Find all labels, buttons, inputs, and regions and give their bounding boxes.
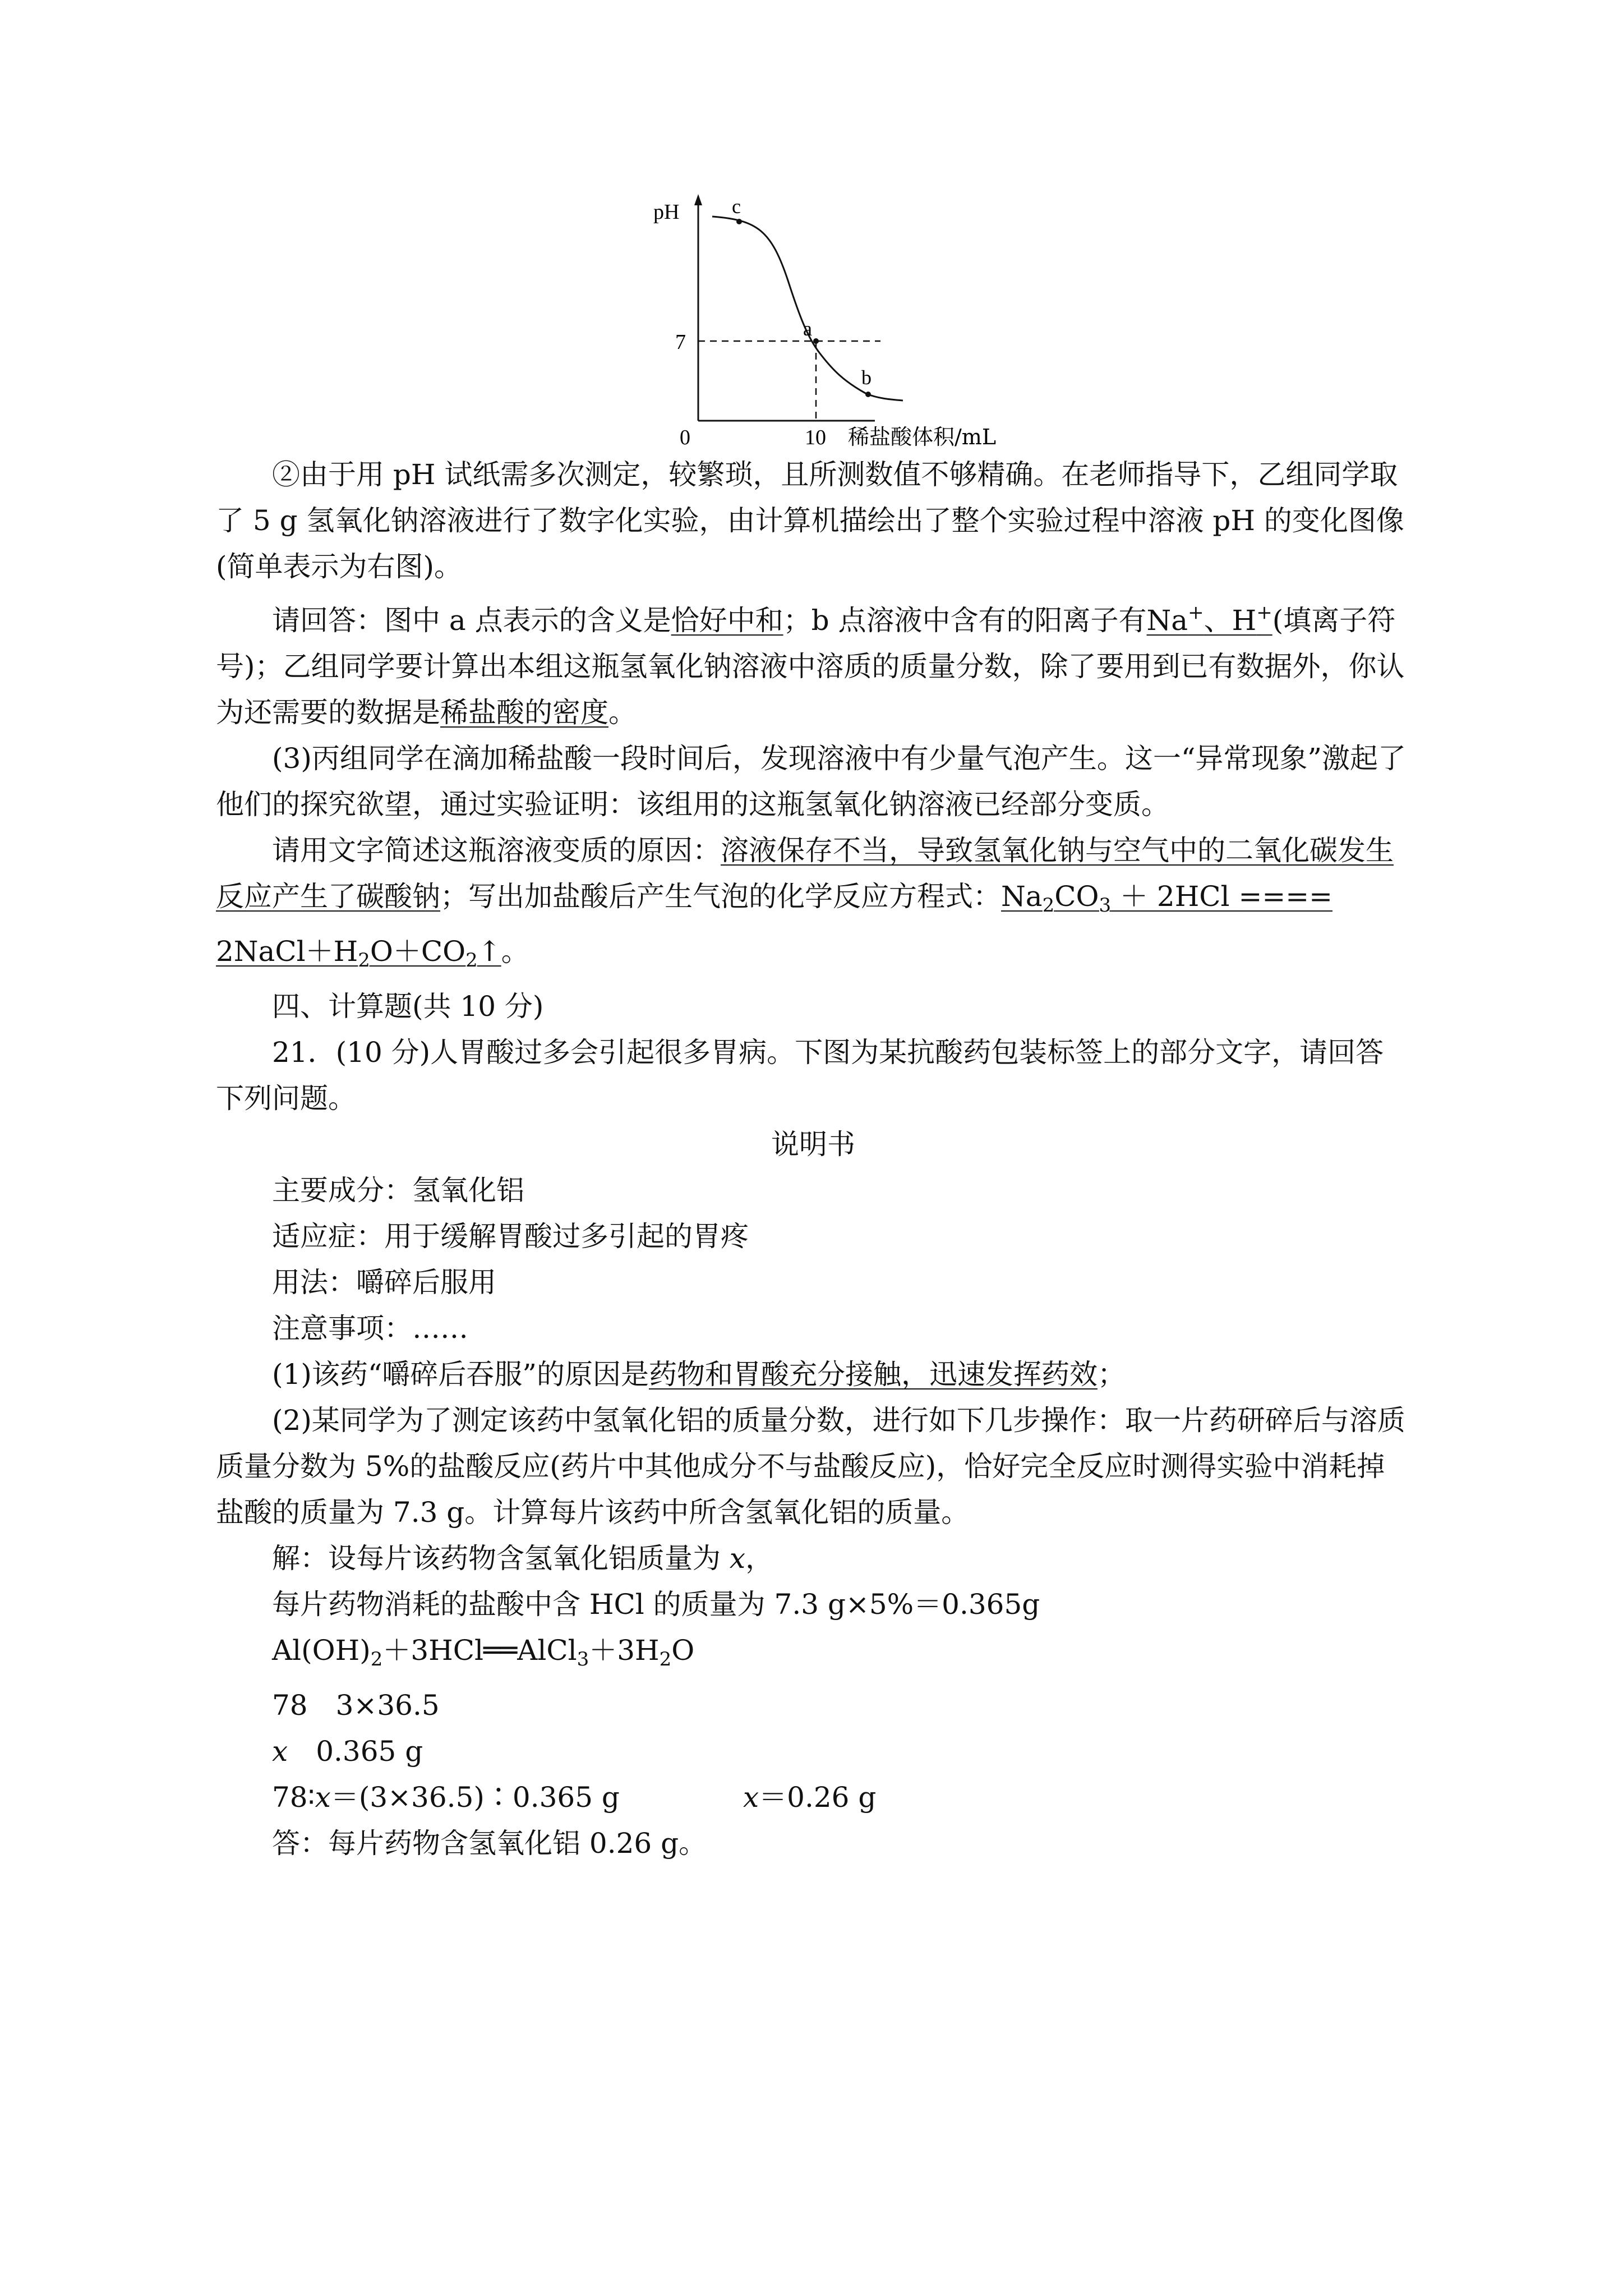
sol3-b: ＋3HCl══AlCl [382,1634,577,1667]
label-line-ingredient: 主要成分：氢氧化铝 [272,1174,524,1207]
q21-part2: (2)某同学为了测定该药中氢氧化铝的质量分数，进行如下几步操作：取一片药研碎后与溶质质量分数为 5%的盐酸反应(药片中其他成分不与盐酸反应)，恰好完全反应时测得实验中消耗掉盐酸的质量为 7.3 g。计算每片该药中所含氢氧化铝的质量。 [216,1404,1405,1529]
solution-line-5 [216,1728,1410,1774]
y-axis-arrow [694,194,702,205]
eq-products-b: O＋CO [370,935,466,968]
sol5-text: 0.365 g [288,1735,423,1768]
y-axis-label: pH [653,200,680,224]
q2-text-a: 请回答：图中 a 点表示的含义是 [272,604,671,637]
eq-co: CO [1054,880,1099,913]
point-b-marker [865,392,871,397]
label-line-notes: 注意事项：…… [272,1312,468,1345]
answer-chew-reason: 药物和胃酸充分接触，迅速发挥药效 [648,1358,1098,1391]
solution-line-6 [216,1774,1410,1820]
sol3-c: ＋3H [589,1634,660,1667]
origin-label: 0 [680,426,690,449]
eq-sub-2a: 2 [1042,894,1055,917]
y-tick-7-label: 7 [675,330,686,354]
eq-arrow: ==== [1238,880,1333,913]
q2-text-end: 。 [608,696,637,729]
ph-curve-svg [645,191,997,449]
sol5-var-x: x [272,1735,288,1768]
label-line-indication: 适应症：用于缓解胃酸过多引起的胃疼 [272,1220,749,1253]
plus-sup-2: + [1256,601,1272,624]
q2-paragraph-intro: ②由于用 pH 试纸需多次测定，较繁琐，且所测数值不够精确。在老师指导下，乙组同学取了 5 g 氢氧化钠溶液进行了数字化实验，由计算机描绘出了整个实验过程中溶液 pH 的变化图像(简单表示为右图)。 [216,458,1404,583]
ph-curve [712,217,903,401]
label-title: 说明书 [771,1128,855,1161]
q2-text-b: ；b 点溶液中含有的阳离子有 [783,604,1147,637]
q3-paragraph-answers [216,827,1410,983]
solution-line-4: 78 3×36.5 [272,1689,440,1722]
solution-line-3-equation [216,1627,1410,1682]
q3-paragraph-intro: (3)丙组同学在滴加稀盐酸一段时间后，发现溶液中有少量气泡产生。这一“异常现象”激起了他们的探究欲望，通过实验证明：该组用的这瓶氢氧化钠溶液已经部分变质。 [216,742,1406,821]
gas-arrow-icon: ↑ [477,935,501,968]
sol3-a: Al(OH) [272,1634,371,1667]
q21-part1 [216,1351,1410,1397]
sol1-end: ， [745,1542,774,1575]
sol6-var-x2: x [743,1781,759,1814]
eq-sub-3: 3 [1099,894,1112,917]
section-4-heading: 四、计算题(共 10 分) [272,990,544,1023]
sol1-var-x: x [729,1542,746,1575]
plus-sup-1: + [1188,601,1204,624]
q21-part1-end: ； [1097,1358,1126,1391]
q2-text-c: (填离子符号)；乙组同学要计算出本组这瓶氢氧化钠溶液中溶质的质量分数，除了要用到已有数据外，你认为还需要的数据是 [216,604,1405,729]
point-a-label: a [803,318,812,340]
solution-line-1 [216,1535,1410,1581]
sol1-text: 解：设每片该药物含氢氧化铝质量为 [272,1542,730,1575]
sol6-c: ＝0.26 g [759,1781,877,1814]
sol3-sub-2: 2 [370,1648,383,1671]
sol3-sub-3: 3 [577,1648,589,1671]
sol6-b: ＝(3×36.5)∶0.365 g [330,1781,620,1814]
answer-na: Na [1146,604,1188,637]
x-axis-label: 稀盐酸体积/mL [848,425,997,449]
q3-text-b: ；写出加盐酸后产生气泡的化学反应方程式： [440,880,1001,913]
q2-paragraph-answers [216,590,1410,735]
point-c-label: c [732,195,741,218]
sol6-a: 78∶ [272,1781,315,1814]
solution-answer: 答：每片药物含氢氧化铝 0.26 g。 [272,1827,707,1860]
answer-density: 稀盐酸的密度 [440,696,608,729]
q21-intro: 21．(10 分)人胃酸过多会引起很多胃病。下图为某抗酸药包装标签上的部分文字，请回答下列问题。 [216,1036,1384,1115]
solution-line-2: 每片药物消耗的盐酸中含 HCl 的质量为 7.3 g×5%＝0.365g [272,1588,1040,1621]
ph-curve-figure [645,191,997,449]
x-tick-10-label: 10 [805,426,826,449]
document-body [216,452,1410,1866]
eq-products-a: 2NaCl＋H [216,935,358,968]
sol3-sub-2b: 2 [659,1648,672,1671]
q21-part1-text: (1)该药“嚼碎后吞服”的原因是 [272,1358,649,1391]
eq-na: Na [1001,880,1043,913]
point-b-label: b [861,366,872,389]
label-line-usage: 用法：嚼碎后服用 [272,1266,496,1299]
answer-h: 、H [1204,604,1257,637]
answer-cations [1146,601,1272,637]
eq-sub-2c: 2 [465,949,478,972]
eq-plus-hcl: ＋ 2HCl [1111,880,1239,913]
point-c-marker [736,219,742,224]
q3-text-end: 。 [501,935,529,968]
answer-point-a-meaning: 恰好中和 [671,604,783,637]
sol3-d: O [671,1634,695,1667]
eq-sub-2b: 2 [358,949,370,972]
answer-spoilage-reason: 溶液保存不当，导致氢氧化钠与空气中的二氧化碳发生反应产生了碳酸钠 [216,834,1394,913]
q3-text-a: 请用文字简述这瓶溶液变质的原因： [272,834,721,867]
sol6-var-x: x [315,1781,331,1814]
point-a-marker [813,338,819,344]
